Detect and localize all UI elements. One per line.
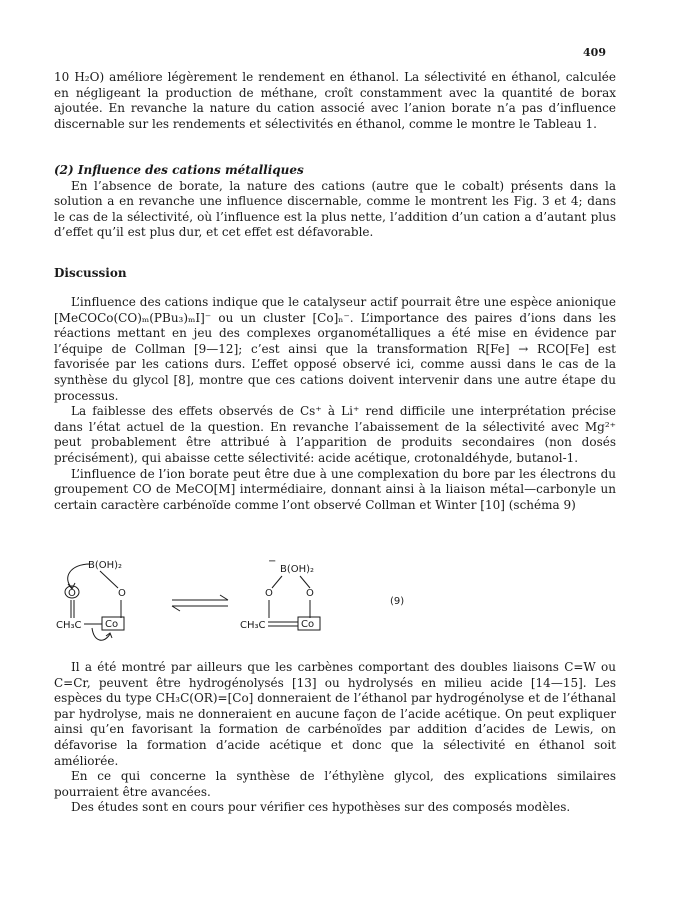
bond-line xyxy=(100,571,118,588)
page-number: 409 xyxy=(583,46,606,59)
paragraph-text: En l’absence de borate, la nature des cations (autre que le cobalt) présents dans la solution a en revanche une influence discernable, comme le montrent les Fig. 3 et 4; dans le cas de la sélectivité, où l’influence est la plus nette, l’addition d’un cation a d’autant plus d’effet qu’il est plus dur, et cet effet est défavorable. xyxy=(54,178,616,240)
paragraph-text: 10 H₂O) améliore légèrement le rendement en éthanol. La sélectivité en éthanol, calculée en négligeant la production de méthane, croît constamment avec la quantité de borax ajoutée. En revanche la nature du cation associé avec l’anion borate n’a pas d’influence discernable sur les rendements et sélectivités en éthanol, comme le montre le Tableau 1. xyxy=(54,70,616,131)
oxygen-atom: O xyxy=(265,588,273,599)
discussion-heading: Discussion xyxy=(54,266,127,280)
scheme-figure xyxy=(56,556,560,650)
boron-group-right: B(OH)₂ xyxy=(280,564,315,575)
cobalt-label: Co xyxy=(105,619,119,630)
discussion-body xyxy=(54,295,616,513)
section-metal-cations xyxy=(54,163,616,241)
bond-line xyxy=(272,576,282,588)
oxygen-atom: O xyxy=(68,588,76,599)
paragraph-text: Il a été montré par ailleurs que les carbènes comportant des doubles liaisons C=W ou C=Cr, peuvent être hydrogénolysés [13] ou hydrolysés en milieu acide [14—15]. Les espèces du type CH₃C(OR)=[Co] donneraient de l’éthanol par hydrogénolyse et de l’éthanal par hydrolyse, mais ne donneraient en aucune façon de l’acide acétique. On peut expliquer ainsi qu’en favorisant la formation de carbénoïdes par addition d’acides de Lewis, on défavorise la formation d’acide acétique et donc que la sélectivité en éthanol soit améliorée. xyxy=(54,660,616,768)
paragraph-text: Des études sont en cours pour vérifier ces hypothèses sur des composés modèles. xyxy=(71,800,571,815)
paragraph-text: La faiblesse des effets observés de Cs⁺ à Li⁺ rend difficile une interprétation précise dans l’état actuel de la question. En revanche l’abaissement de la sélectivité avec Mg²⁺ peut probablement être attribué à l’apparition de produits secondaires (non dosés précisément), qui abaisse cette sélectivité: acide acétique, crotonaldéhyde, butanol-1. xyxy=(54,404,616,465)
paragraph-text: L’influence des cations indique que le catalyseur actif pourrait être une espèce anionique [MeCOCo(CO)ₘ(PBu₃)ₘI]⁻ ou un cluster [Co]ₙ⁻. L’importance des paires d’ions dans les réactions mettant en jeu des complexes organométalliques a été mise en évidence par l’équipe de Collman [9—12]; c’est ainsi que la transformation R[Fe] → RCO[Fe] est favorisée par les cations durs. L’effet opposé observé ici, comme aussi dans le cas de la synthèse du glycol [8], montre que ces cations doivent intervenir dans une autre étape du processus. xyxy=(54,295,616,403)
minus-charge: − xyxy=(268,556,277,567)
equation-number: (9) xyxy=(390,596,405,607)
section-title: (2) Influence des cations métalliques xyxy=(54,163,304,177)
boron-group-left: B(OH)₂ xyxy=(88,560,123,571)
equilibrium-arrowhead xyxy=(220,595,228,600)
conclusion-body xyxy=(54,660,616,816)
oxygen-atom: O xyxy=(118,588,126,599)
electron-arrow-left xyxy=(68,564,90,588)
bond-line xyxy=(300,576,310,588)
equilibrium-arrowhead xyxy=(172,606,180,611)
reaction-scheme-9 xyxy=(56,556,560,650)
methyl-group: CH₃C xyxy=(56,620,82,631)
paragraph-text: En ce qui concerne la synthèse de l’éthylène glycol, des explications similaires pourraient être avancées. xyxy=(54,769,616,799)
methyl-group: CH₃C xyxy=(240,620,266,631)
cobalt-label: Co xyxy=(301,619,315,630)
paragraph-text: L’influence de l’ion borate peut être due à une complexation du bore par les électrons du groupement CO de MeCO[M] intermédiaire, donnant ainsi à la liaison métal—carbonyle un certain caractère carbénoïde comme l’ont observé Collman et Winter [10] (schéma 9) xyxy=(54,466,616,512)
oxygen-atom: O xyxy=(306,588,314,599)
paragraph-borate-effect xyxy=(54,70,616,132)
